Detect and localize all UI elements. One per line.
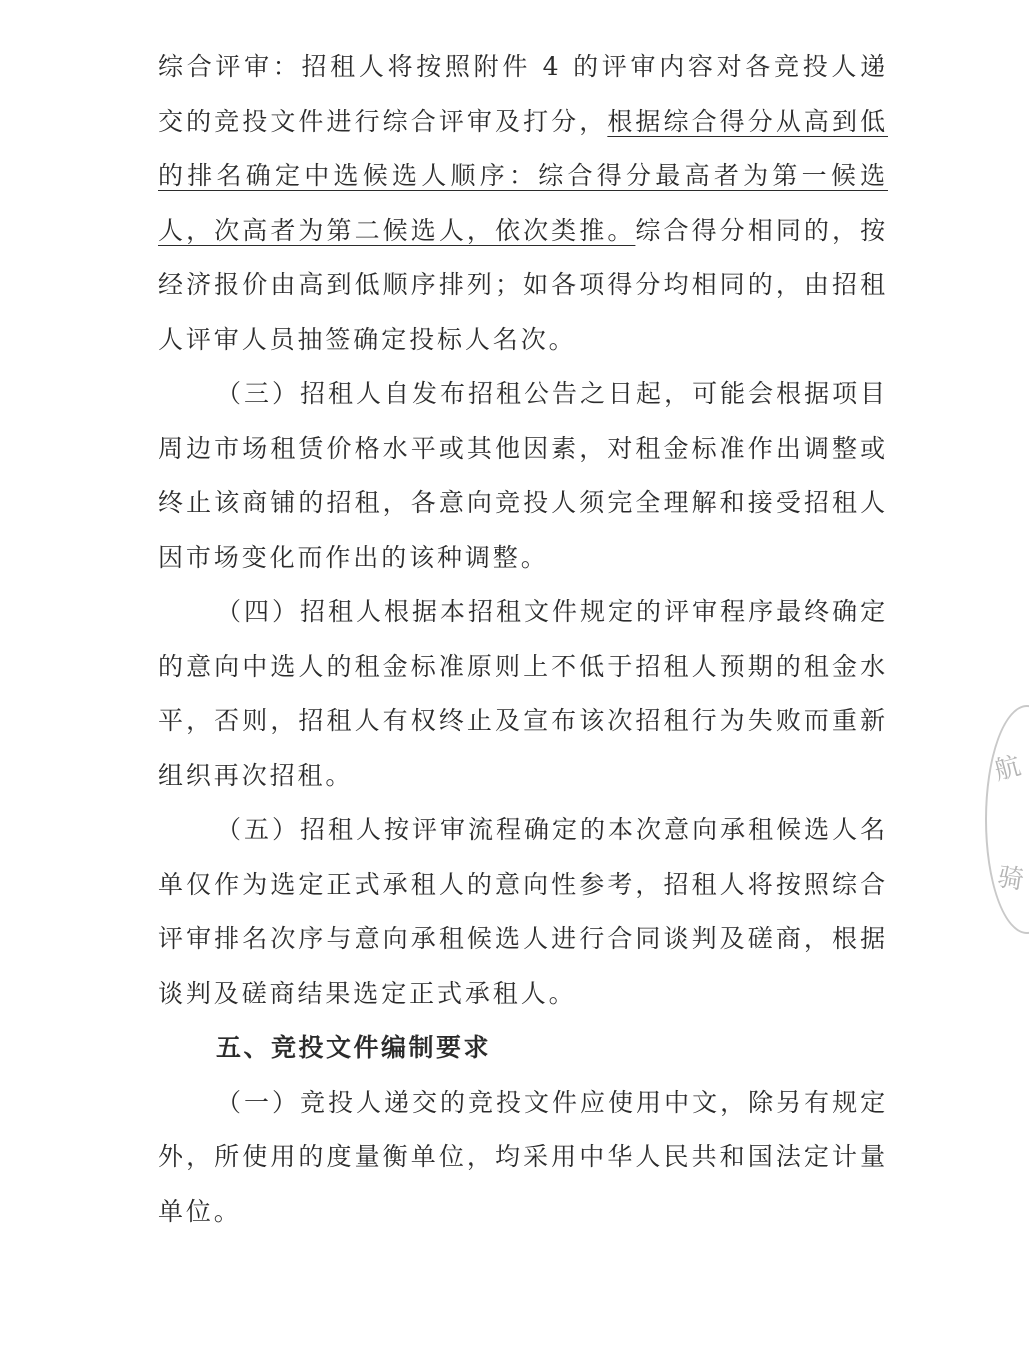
seal-stamp-char: 骑 [995,862,1026,896]
paragraph-comprehensive-review [158,40,888,367]
seal-stamp-char: 航 [991,751,1025,787]
paragraph-item-1: （一）竞投人递交的竞投文件应使用中文，除另有规定外，所使用的度量衡单位，均采用中华人民共和国法定计量单位。 [158,1087,888,1226]
paragraph-item-4: （四）招租人根据本招租文件规定的评审程序最终确定的意向中选人的租金标准原则上不低于招租人预期的租金水平，否则，招租人有权终止及宣布该次招租行为失败而重新组织再次招租。 [158,597,888,790]
paragraph-item-3: （三）招租人自发布招租公告之日起，可能会根据项目周边市场租赁价格水平或其他因素，对租金标准作出调整或终止该商铺的招租，各意向竞投人须完全理解和接受招租人因市场变化而作出的该种调整。 [158,379,888,572]
paragraph-text: 综合得分相同的，按经济报价由高到低顺序排列；如各项得分均相同的，由招租人评审人员抽签确定投标人名次。 [158,215,888,354]
paragraph-item-5: （五）招租人按评审流程确定的本次意向承租候选人名单仅作为选定正式承租人的意向性参考，招租人将按照综合评审排名次序与意向承租候选人进行合同谈判及磋商，根据谈判及磋商结果选定正式承租人。 [158,815,888,1008]
section-heading: 五、竞投文件编制要求 [216,1033,492,1062]
underlined-text: 根据综合得分从高到低的排名确定中选候选人顺序：综合得分最高者为第一候选人，次高者为第二候选人，依次类推。 [158,106,888,245]
seal-stamp-edge [985,705,1029,934]
paragraph-text: 综合评审：招租人将按照附件 4 的评审内容对各竞投人递交的竞投文件进行综合评审及打分， [158,52,888,136]
document-body [158,40,888,1239]
